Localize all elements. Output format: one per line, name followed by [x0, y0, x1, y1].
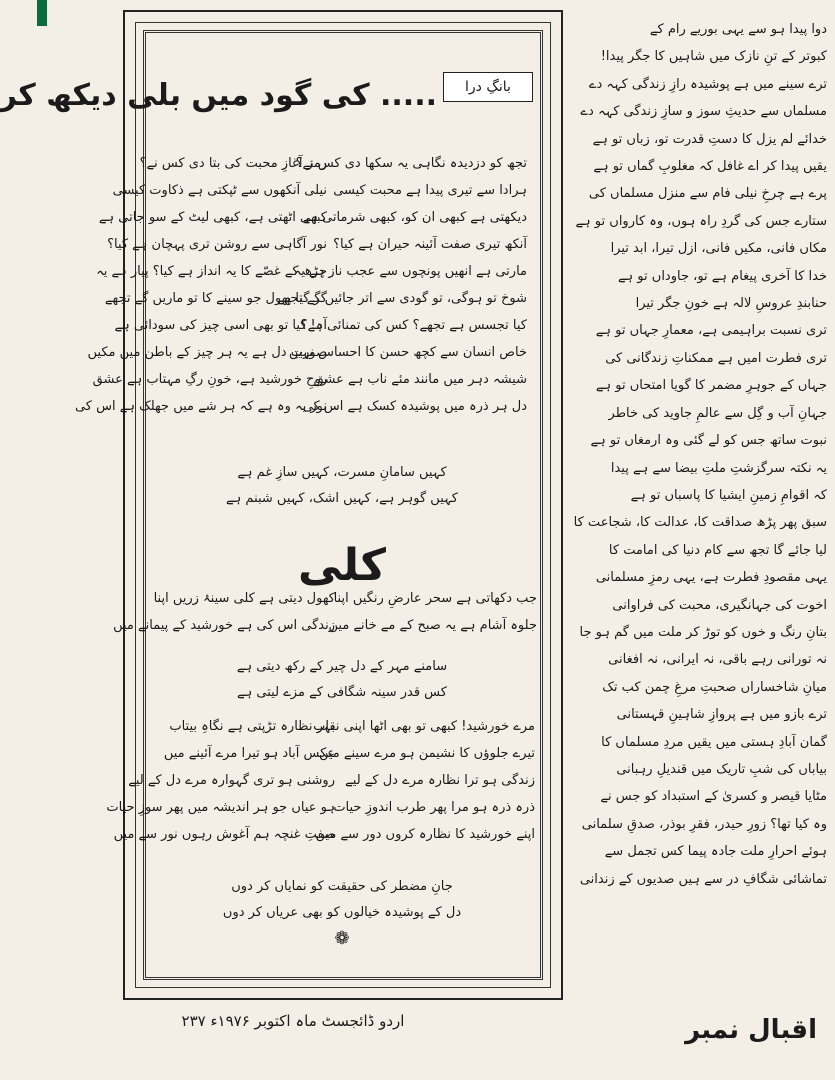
verse-line: نیلی آنکھوں سے ٹپکتی ہے ذکاوت کیسی [112, 183, 327, 198]
verse-line: حنابندِ عروسِ لالہ ہے خونِ جگر تیرا [635, 296, 827, 312]
poem3-left-column [106, 713, 335, 848]
verse-line: ترے بازو میں ہے پروازِ شاہینِ قہستانی [616, 707, 827, 723]
verse-line: صورتِ دل ہے یہ ہر چیز کے باطن میں مکیں [87, 345, 327, 360]
verse-line: میانِ شاخساراں صحبتِ مرغِ چمن کب تک [602, 679, 827, 695]
verse-line: مٹایا قیصر و کسریٰ کے استبداد کو جس نے [600, 789, 827, 805]
verse-line: خاص انسان سے کچھ حسن کا احساس نہیں [288, 345, 527, 360]
verse-line: چڑھ کے غصّے کا یہ انداز ہے کیا؟ پیار ہے یہ [96, 264, 327, 279]
verse-line: ستارے جس کی گردِ راہ ہوں، وہ کارواں تو ہے [575, 213, 827, 229]
verse-line: جہاں کے جوہرِ مضمر کا گویا امتحاں تو ہے [595, 378, 827, 394]
verse-line: رمز آغازِ محبت کی بتا دی کس نے؟ [139, 156, 327, 171]
verse-line: نور آگاہی سے روشن تری پہچان ہے کیا؟ [107, 237, 327, 252]
verse-line: ہوئے احرارِ ملت جادہ پیما کس تجمل سے [604, 844, 827, 860]
poem1-left-column [74, 150, 327, 420]
verse-line: کہیں گوہر ہے، کہیں اشک، کہیں شبنم ہے [226, 491, 458, 506]
verse-line: جہانِ آب و گِل سے عالمِ جاوید کی خاطر [608, 405, 827, 421]
verse-line: مسلماں سے حدیثِ سوز و سازِ زندگی کہہ دے [580, 104, 827, 120]
verse-line: کھول دیتی ہے کلی سینۂ زریں اپنا [153, 591, 335, 606]
verse-line: صفتِ غنچہ ہم آغوش رہوں نور سے میں [113, 827, 335, 842]
verse-line: ہو عیاں جو ہر اندیشہ میں پھر سوزِ حیات [106, 800, 335, 815]
verse-line: گمان آبادِ ہستی میں یقیں مردِ مسلماں کا [601, 734, 827, 750]
verse-line: تری نسبت براہیمی ہے، معمارِ جہاں تو ہے [595, 323, 827, 339]
poem1-right-column [276, 150, 527, 420]
verse-line: ترے سینے میں ہے پوشیدہ رازِ زندگی کہہ دے [588, 76, 827, 92]
verse-line: تیرے جلوؤں کا نشیمن ہو مرے سینے میں [318, 746, 535, 761]
poem-title: ..... کی گود میں بلی دیکھ کر [0, 78, 437, 113]
verse-line: وہ کیا تھا؟ زورِ حیدر، فقرِ بوذر، صدقِ سلمانی [581, 816, 827, 832]
verse-line: عکس آباد ہو تیرا مرے آئینے میں [163, 746, 335, 761]
section-label: بانگِ درا [443, 72, 533, 102]
footer-special-issue: اقبال نمبر [685, 1015, 817, 1045]
verse-line: خدا کا آخری پیغام ہے تو، جاوداں تو ہے [617, 268, 827, 284]
verse-line: یہی مقصودِ فطرت ہے، یہی رمزِ مسلمانی [595, 570, 827, 586]
verse-line: زندگی ہو ترا نظارہ مرے دل کے لیے [345, 773, 535, 788]
verse-line: جلوہ آشام ہے یہ صبح کے مے خانے میں [328, 618, 537, 633]
verse-line: کس قدر سینہ شگافی کے مزے لیتی ہے [237, 685, 447, 700]
verse-line: تری فطرت امیں ہے ممکناتِ زندگانی کی [605, 350, 827, 366]
verse-line: مرے خورشید! کبھی تو بھی اٹھا اپنی نقاب [313, 719, 535, 734]
poem2-title: کلی [297, 540, 387, 591]
verse-line: بیاباں کی شبِ تاریک میں قندیلِ رہبانی [616, 761, 827, 777]
verse-line: دوا پیدا ہو سے یہی بوریے رام کے [649, 22, 827, 37]
verse-line: آنکھ تیری صفت آئینہ حیران ہے کیا؟ [333, 237, 527, 252]
verse-line: جانِ مضطر کی حقیقت کو نمایاں کر دوں [231, 879, 453, 894]
verse-line: تماشائی شگافِ در سے ہیں صدیوں کے زندانی [579, 871, 827, 887]
verse-line: مکاں فانی، مکیں فانی، ازل تیرا، ابد تیرا [610, 241, 827, 257]
poem3-right-column [313, 713, 535, 848]
verse-line: لیا جائے گا تجھ سے کام دنیا کی امامت کا [608, 542, 827, 558]
verse-line: سبق پھر پڑھ صداقت کا، عدالت کا، شجاعت کا [573, 515, 827, 531]
verse-line: بتانِ رنگ و خوں کو توڑ کر ملت میں گم ہو جا [579, 624, 827, 640]
page-edge-marker [37, 0, 47, 26]
verse-line: جب دکھاتی ہے سحر عارضِ رنگیں اپنا [333, 591, 537, 606]
footer-issue-info: اردو ڈائجسٹ ماہ اکتوبر ۱۹۷۶ء ۲۳۷ [181, 1012, 405, 1030]
final-couplet [157, 874, 527, 926]
flower-ornament-icon: ❁ [334, 928, 350, 949]
verse-line: کہیں سامانِ مسرت، کہیں سازِ غم ہے [237, 465, 447, 480]
verse-line: بہر نظارہ تڑپتی ہے نگاہِ بیتاب [169, 719, 335, 734]
right-poem-column [567, 16, 827, 893]
verse-line: شوخ تو ہوگی، تو گودی سے اتر جائیں گے تجھے [276, 291, 527, 306]
verse-line: اپنے خورشید کا نظارہ کروں دور سے میں [315, 827, 535, 842]
verse-line: پرے ہے چرخِ نیلی فام سے منزل مسلماں کی [588, 186, 827, 202]
verse-line: کہ اقوامِ زمینِ ایشیا کا پاسباں تو ہے [630, 487, 827, 503]
verse-line: مارتی ہے انھیں پونچوں سے عجب ناز ہے یہ [293, 264, 527, 279]
verse-line: کبھی اٹھتی ہے، کبھی لیٹ کے سو جاتی ہے [98, 210, 327, 225]
verse-line: یہ نکتہ سرگزشتِ ملتِ بیضا سے ہے پیدا [610, 460, 827, 476]
verse-line: شیشہ دہر میں مانند مئے ناب ہے عشق [313, 372, 527, 387]
verse-line: دل ہر ذرہ میں پوشیدہ کسک ہے اس کی [302, 399, 527, 414]
verse-line: خدائے لم یزل کا دستِ قدرت تو، زباں تو ہے [592, 131, 827, 147]
verse-line: کیا تجسس ہے تجھے؟ کس کی تمنائی ہے؟ [300, 318, 527, 333]
verse-line: زندگی اس کی ہے خورشید کے پیمانے میں [113, 618, 335, 633]
verse-line: روشنی ہو تری گہوارہ مرے دل کے لیے [128, 773, 335, 788]
verse-line: دل کے پوشیدہ خیالوں کو بھی عریاں کر دوں [222, 905, 462, 920]
verse-line: دیکھتی ہے کبھی ان کو، کبھی شرماتی ہے [302, 210, 527, 225]
verse-line: ہرادا سے تیری پیدا ہے محبت کیسی [333, 183, 527, 198]
verse-line: تجھ کو دزدیدہ نگاہی یہ سکھا دی کس نے؟ [295, 156, 527, 171]
verse-line: گر گیا پھول جو سینے کا تو ماریں گے تجھے [104, 291, 327, 306]
verse-line: کبوتر کے تنِ نازک میں شاہیں کا جگر پیدا! [600, 49, 827, 65]
verse-line: سامنے مہر کے دل چیر کے رکھ دیتی ہے [236, 659, 448, 674]
verse-line: نور یہ وہ ہے کہ ہر شے میں جھلک ہے اس کی [74, 399, 327, 414]
poem2-right-column [328, 585, 537, 639]
verse-line: نبوت ساتھ جس کو لے گئی وہ ارمغاں تو ہے [590, 433, 827, 449]
verse-line: ذرہ ذرہ ہو مرا پھر طرب اندوزِ حیات [333, 800, 535, 815]
verse-line: یقیں پیدا کر اے غافل کہ مغلوبِ گماں تو ہے [593, 159, 827, 175]
verse-line: اخوت کی جہانگیری، محبت کی فراوانی [612, 597, 827, 613]
verse-line: آہ! کیا تو بھی اسی چیز کی سودائی ہے [114, 318, 327, 333]
centre-couplet [157, 654, 527, 706]
poem2-left-column [113, 585, 335, 639]
verse-line: نہ تورانی رہے باقی، نہ ایرانی، نہ افغانی [608, 652, 827, 668]
closing-couplet [157, 460, 527, 512]
verse-line: روحِ خورشید ہے، خونِ رگِ مہتاب ہے عشق [92, 372, 327, 387]
